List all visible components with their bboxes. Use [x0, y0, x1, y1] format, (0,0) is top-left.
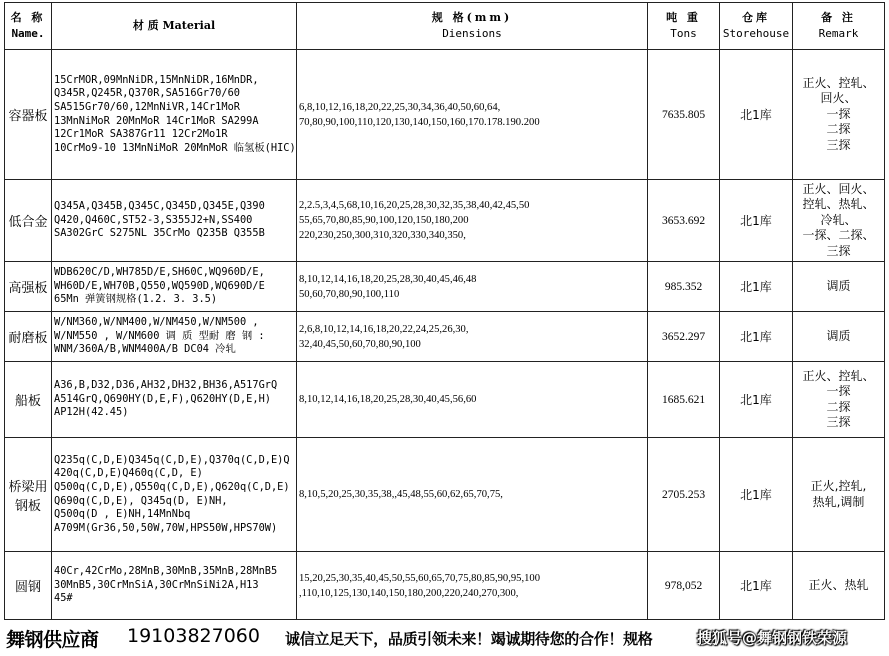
material-line: Q345A,Q345B,Q345C,Q345D,Q345E,Q390 [54, 200, 265, 213]
product-name: 船板 [5, 362, 52, 438]
remark-line: 一探 [826, 106, 851, 121]
storehouse-value: 北1库 [720, 438, 793, 552]
remark-line: 回火、 [820, 91, 857, 106]
product-name: 低合金 [5, 180, 52, 262]
material-line: A514GrQ,Q690HY(D,E,F),Q620HY(D,E,H) [54, 392, 271, 405]
material-line: 15CrMOR,09MnNiDR,15MnNiDR,16MnDR, [54, 73, 259, 86]
remark-line: 冷轧、 [820, 212, 857, 227]
table-row [5, 362, 885, 438]
material-line: Q500q(D , E)NH,14MnNbq [54, 508, 191, 521]
spec-line: 15,20,25,30,35,40,45,50,55,60,65,70,75,80,85,90,95,100 [299, 572, 541, 584]
remark-line: 调质 [826, 328, 851, 343]
spec-line: 8,10,12,14,16,18,20,25,28,30,40,45,56,60 [299, 394, 477, 405]
material-line: SA302GrC S275NL 35CrMo Q235B Q355B [54, 227, 265, 240]
header-remark: 备 注 Remark [793, 3, 885, 50]
material-cell [52, 50, 297, 180]
material-cell [52, 552, 297, 620]
remark-cell [793, 262, 885, 312]
material-cell [52, 312, 297, 362]
tons-value: 985.352 [648, 262, 720, 312]
spec-line: 220,230,250,300,310,320,330,340,350, [299, 230, 466, 241]
spec-cell [297, 362, 648, 438]
material-cell [52, 438, 297, 552]
material-cell [52, 362, 297, 438]
remark-line: 控轧、热轧、 [802, 197, 875, 212]
company-name: 舞钢供应商 [6, 629, 99, 651]
spec-line: 8,10,12,14,16,18,20,25,28,30,40,45,46,48 [299, 273, 477, 285]
material-line: AP12H(42.45) [54, 406, 129, 419]
table-row [5, 262, 885, 312]
remark-line: 二探 [826, 399, 851, 414]
remark-line: 三探 [826, 415, 851, 429]
phone-number: 19103827060 [127, 625, 260, 647]
header-storehouse: 仓库 Storehouse [720, 3, 793, 50]
table-body [5, 50, 885, 620]
spec-cell [297, 180, 648, 262]
remark-line: 正火、热轧 [808, 577, 869, 592]
remark-cell [793, 552, 885, 620]
product-name: 容器板 [5, 50, 52, 180]
spec-line: 2,2.5,3,4,5,68,10,16,20,25,28,30,32,35,38,40,42,45,50 [299, 200, 530, 211]
material-cell [52, 180, 297, 262]
table-row [5, 50, 885, 180]
remark-cell [793, 362, 885, 438]
remark-line: 二探 [826, 122, 851, 137]
material-line: Q235q(C,D,E)Q345q(C,D,E),Q370q(C,D,E)Q [54, 453, 290, 466]
spec-line: 2,6,8,10,12,14,16,18,20,22,24,25,26,30, [299, 323, 469, 335]
watermark: 搜狐号@舞钢钢铁荣源 [697, 629, 848, 647]
storehouse-value: 北1库 [720, 312, 793, 362]
header-material: 材 质 Material [52, 3, 297, 50]
storehouse-value: 北1库 [720, 50, 793, 180]
material-line: WNM/360A/B,WNM400A/B DC04 冷轧 [54, 343, 236, 356]
material-line: 30MnB5,30CrMnSiA,30CrMnSiNi2A,H13 [54, 578, 259, 591]
product-name: 圆钢 [5, 552, 52, 620]
remark-line: 调质 [826, 278, 851, 293]
spec-line: 32,40,45,50,60,70,80,90,100 [299, 338, 421, 350]
storehouse-value: 北1库 [720, 362, 793, 438]
stock-table [4, 2, 885, 620]
storehouse-value: 北1库 [720, 262, 793, 312]
spec-cell [297, 312, 648, 362]
remark-cell [793, 312, 885, 362]
spec-cell [297, 552, 648, 620]
slogan-text: 诚信立足天下，品质引领未来！竭诚期待您的合作！规格 [285, 630, 653, 648]
remark-line: 一探 [826, 384, 851, 398]
material-line: WDB620C/D,WH785D/E,SH60C,WQ960D/E, [54, 266, 265, 279]
table-row [5, 312, 885, 362]
remark-line: 三探 [826, 137, 851, 152]
table-row [5, 180, 885, 262]
material-line: Q345R,Q245R,Q370R,SA516Gr70/60 [54, 87, 240, 100]
remark-line: 三探 [826, 243, 851, 258]
spec-cell [297, 262, 648, 312]
material-line: A36,B,D32,D36,AH32,DH32,BH36,A517GrQ [54, 379, 278, 392]
material-line: Q500q(C,D,E),Q550q(C,D,E),Q620q(C,D,E) [54, 480, 290, 493]
material-line: W/NM360,W/NM400,W/NM450,W/NM500 , [54, 316, 259, 329]
spec-line: ,110,10,125,130,140,150,180,200,220,240,270,300, [299, 587, 519, 599]
material-line: SA515Gr70/60,12MnNiVR,14Cr1MoR [54, 100, 240, 113]
material-line: 13MnNiMoR 20MnMoR 14Cr1MoR SA299A [54, 114, 259, 127]
material-cell [52, 262, 297, 312]
spec-line: 6,8,10,12,16,18,20,22,25,30,34,36,40,50,60,64, [299, 101, 501, 113]
table-row [5, 552, 885, 620]
tons-value: 3653.692 [648, 180, 720, 262]
remark-cell [793, 438, 885, 552]
material-line: WH60D/E,WH70B,Q550,WQ590D,WQ690D/E [54, 279, 265, 292]
tons-value: 2705.253 [648, 438, 720, 552]
remark-line: 热轧,调制 [812, 494, 865, 509]
material-line: W/NM550 , W/NM600 调 质 型耐 磨 钢 : [54, 329, 265, 342]
material-line: A709M(Gr36,50,50W,70W,HPS50W,HPS70W) [54, 521, 278, 534]
material-line: Q420,Q460C,ST52-3,S355J2+N,SS400 [54, 213, 253, 226]
storehouse-value: 北1库 [720, 180, 793, 262]
material-line: Q690q(C,D,E), Q345q(D, E)NH, [54, 494, 228, 507]
spec-cell [297, 50, 648, 180]
footer-banner [0, 623, 889, 653]
tons-value: 1685.621 [648, 362, 720, 438]
storehouse-value: 北1库 [720, 552, 793, 620]
spec-line: 70,80,90,100,110,120,130,140,150,160,170.178.190.200 [299, 116, 540, 128]
tons-value: 7635.805 [648, 50, 720, 180]
header-tons: 吨 重 Tons [648, 3, 720, 50]
tons-value: 3652.297 [648, 312, 720, 362]
remark-line: 正火、回火、 [802, 181, 875, 196]
product-name: 高强板 [5, 262, 52, 312]
spec-line: 55,65,70,80,85,90,100,120,150,180,200 [299, 215, 469, 226]
spec-line: 8,10,5,20,25,30,35,38,,45,48,55,60,62,65,70,75, [299, 489, 503, 500]
material-line: 40Cr,42CrMo,28MnB,30MnB,35MnB,28MnB5 [54, 565, 278, 578]
header-name: 名 称 Name. [5, 3, 52, 50]
spec-cell [297, 438, 648, 552]
remark-cell [793, 50, 885, 180]
spec-line: 50,60,70,80,90,100,110 [299, 288, 400, 300]
remark-cell [793, 180, 885, 262]
material-line: 12Cr1MoR SA387Gr11 12Cr2Mo1R [54, 128, 228, 141]
remark-line: 正火、控轧、 [802, 368, 875, 383]
header-spec: 规 格(mm) Diensions [297, 3, 648, 50]
product-name: 耐磨板 [5, 312, 52, 362]
material-line: 45# [54, 592, 73, 605]
remark-line: 一探、二探、 [802, 228, 875, 243]
table-row [5, 438, 885, 552]
header-row [5, 3, 885, 50]
material-line: 420q(C,D,E)Q460q(C,D, E) [54, 467, 203, 480]
material-line: 65Mn 弹簧钢规格(1.2. 3. 3.5) [54, 293, 218, 306]
material-line: 10CrMo9-10 13MnNiMoR 20MnMoR 临氢板(HIC) [54, 141, 296, 154]
tons-value: 978,052 [648, 552, 720, 620]
remark-line: 正火,控轧, [810, 479, 867, 493]
product-name: 桥梁用钢板 [5, 438, 52, 552]
remark-line: 正火、控轧、 [802, 75, 875, 90]
